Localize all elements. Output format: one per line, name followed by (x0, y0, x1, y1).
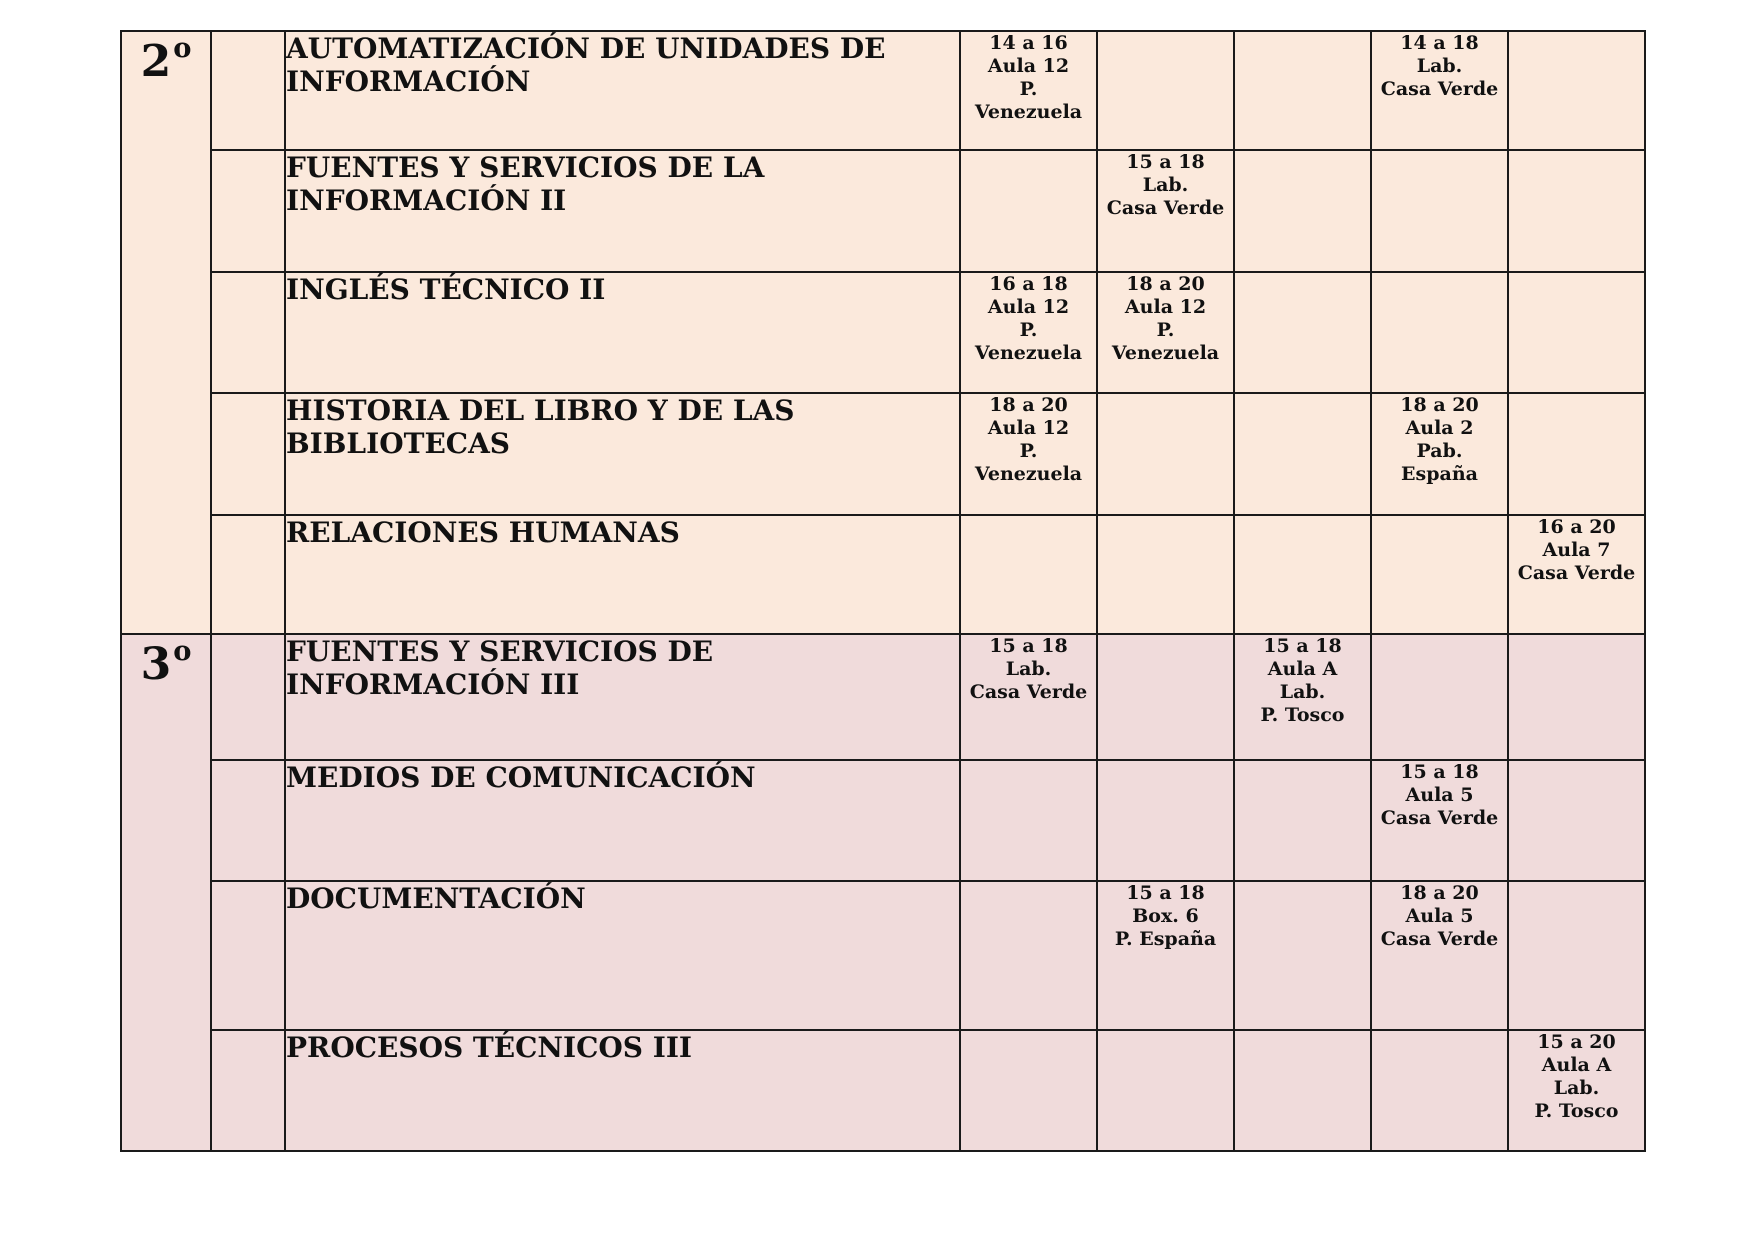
subject-name: DOCUMENTACIÓN (285, 881, 960, 1029)
schedule-slot (1508, 760, 1645, 881)
year-number: 2 (140, 36, 172, 88)
subject-name: INGLÉS TÉCNICO II (285, 272, 960, 393)
slot-line: Aula A (1267, 657, 1338, 680)
slot-line: Aula 5 (1405, 905, 1474, 928)
schedule-slot (1371, 272, 1508, 393)
table-row (121, 634, 1645, 760)
blank-cell (211, 31, 285, 150)
schedule-slot (1508, 1030, 1645, 1151)
schedule-slot (1234, 272, 1371, 393)
schedule-slot (1234, 881, 1371, 1029)
slot-line: 14 a 16 (989, 32, 1068, 54)
blank-cell (211, 150, 285, 271)
schedule-slot (1097, 272, 1234, 393)
year-3-group (121, 634, 1645, 1151)
slot-line: España (1401, 463, 1478, 486)
slot-line: Box. 6 (1132, 905, 1199, 928)
slot-line: P. Tosco (1534, 1099, 1619, 1122)
subject-name: HISTORIA DEL LIBRO Y DE LAS BIBLIOTECAS (285, 393, 960, 514)
slot-line: Venezuela (974, 463, 1083, 486)
table-row (121, 1030, 1645, 1151)
schedule-slot (1371, 1030, 1508, 1151)
blank-cell (211, 881, 285, 1029)
schedule-slot (1097, 1030, 1234, 1151)
slot-line: 18 a 20 (1400, 394, 1479, 417)
schedule-slot (1508, 150, 1645, 271)
schedule-slot (1371, 634, 1508, 760)
schedule-slot (1234, 515, 1371, 634)
slot-line: Venezuela (974, 341, 1083, 364)
slot-line: 15 a 18 (1400, 760, 1479, 783)
slot-line: 16 a 18 (989, 272, 1068, 295)
schedule-slot (1097, 393, 1234, 514)
year-ordinal-mark: o (173, 634, 192, 667)
schedule-slot (1097, 634, 1234, 760)
slot-line: Aula 5 (1405, 783, 1474, 806)
blank-cell (211, 1030, 285, 1151)
schedule-slot (1508, 31, 1645, 150)
schedule-slot (1097, 150, 1234, 271)
schedule-slot (1097, 31, 1234, 150)
slot-line: P. (1019, 78, 1038, 100)
table-row (121, 881, 1645, 1029)
schedule-slot (1234, 150, 1371, 271)
slot-line: Aula 12 (1124, 295, 1207, 318)
year-label (121, 31, 211, 634)
schedule-slot (960, 31, 1097, 150)
schedule-slot (1508, 634, 1645, 760)
subject-name: FUENTES Y SERVICIOS DE INFORMACIÓN III (285, 634, 960, 760)
table-row (121, 150, 1645, 271)
slot-line: Aula 12 (987, 295, 1070, 318)
schedule-slot (1097, 760, 1234, 881)
schedule-slot (1234, 760, 1371, 881)
schedule-slot (1097, 881, 1234, 1029)
year-number: 3 (140, 638, 172, 690)
slot-line: Casa Verde (1106, 197, 1225, 220)
year-label (121, 634, 211, 1151)
schedule-slot (960, 150, 1097, 271)
schedule-slot (960, 881, 1097, 1029)
schedule-slot (1371, 760, 1508, 881)
schedule-slot (1234, 1030, 1371, 1151)
blank-cell (211, 515, 285, 634)
schedule-slot (1508, 393, 1645, 514)
schedule-slot (1508, 881, 1645, 1029)
schedule-slot (1371, 393, 1508, 514)
blank-cell (211, 634, 285, 760)
slot-line: P. (1019, 318, 1038, 341)
subject-name: PROCESOS TÉCNICOS III (285, 1030, 960, 1151)
table-row (121, 272, 1645, 393)
slot-line: 16 a 20 (1537, 515, 1616, 538)
slot-line: Aula 7 (1542, 538, 1611, 561)
slot-line: Aula 12 (987, 55, 1070, 77)
slot-line: Lab. (1142, 174, 1189, 197)
table-row (121, 760, 1645, 881)
schedule-slot (1234, 31, 1371, 150)
subject-name: AUTOMATIZACIÓN DE UNIDADES DE INFORMACIÓN (285, 31, 960, 150)
year-2-group (121, 31, 1645, 634)
schedule-slot (1371, 515, 1508, 634)
table-row (121, 393, 1645, 514)
year-ordinal-mark: o (173, 32, 192, 64)
slot-line: 15 a 18 (1126, 151, 1205, 174)
slot-line: P. (1156, 318, 1175, 341)
subject-name: RELACIONES HUMANAS (285, 515, 960, 634)
subject-name: FUENTES Y SERVICIOS DE LA INFORMACIÓN II (285, 150, 960, 271)
slot-line: Casa Verde (1380, 928, 1499, 951)
slot-line: Casa Verde (1517, 561, 1636, 584)
slot-line: 18 a 20 (1126, 272, 1205, 295)
slot-line: 18 a 20 (989, 394, 1068, 417)
schedule-slot (960, 272, 1097, 393)
slot-line: 15 a 18 (1263, 634, 1342, 657)
slot-line: 14 a 18 (1400, 32, 1479, 54)
schedule-slot (1371, 31, 1508, 150)
slot-line: 15 a 18 (989, 634, 1068, 657)
schedule-slot (1508, 272, 1645, 393)
schedule-slot (960, 515, 1097, 634)
slot-line: Lab. (1005, 657, 1052, 680)
schedule-slot (960, 634, 1097, 760)
subject-name: MEDIOS DE COMUNICACIÓN (285, 760, 960, 881)
slot-line: Casa Verde (1380, 78, 1499, 100)
schedule-slot (1371, 150, 1508, 271)
schedule-slot (1234, 393, 1371, 514)
schedule-table (120, 30, 1646, 1152)
slot-line: Aula 12 (987, 417, 1070, 440)
table-row (121, 31, 1645, 150)
slot-line: P. (1019, 440, 1038, 463)
schedule-slot (960, 1030, 1097, 1151)
schedule-slot (960, 393, 1097, 514)
slot-line: P. Tosco (1260, 703, 1345, 726)
schedule-slot (1234, 634, 1371, 760)
blank-cell (211, 272, 285, 393)
schedule-slot (1371, 881, 1508, 1029)
slot-line: Venezuela (974, 101, 1083, 123)
table-row (121, 515, 1645, 634)
slot-line: Aula 2 (1405, 417, 1474, 440)
slot-line: Lab. (1553, 1076, 1600, 1099)
slot-line: Pab. (1416, 440, 1463, 463)
slot-line: P. España (1114, 928, 1217, 951)
schedule-slot (960, 760, 1097, 881)
blank-cell (211, 760, 285, 881)
schedule-slot (1097, 515, 1234, 634)
slot-line: Casa Verde (969, 680, 1088, 703)
slot-line: Lab. (1416, 55, 1463, 77)
slot-line: Aula A (1541, 1053, 1612, 1076)
slot-line: Venezuela (1111, 341, 1220, 364)
slot-line: 18 a 20 (1400, 882, 1479, 905)
blank-cell (211, 393, 285, 514)
schedule-slot (1508, 515, 1645, 634)
slot-line: 15 a 20 (1537, 1030, 1616, 1053)
slot-line: Lab. (1279, 680, 1326, 703)
slot-line: Casa Verde (1380, 806, 1499, 829)
slot-line: 15 a 18 (1126, 882, 1205, 905)
